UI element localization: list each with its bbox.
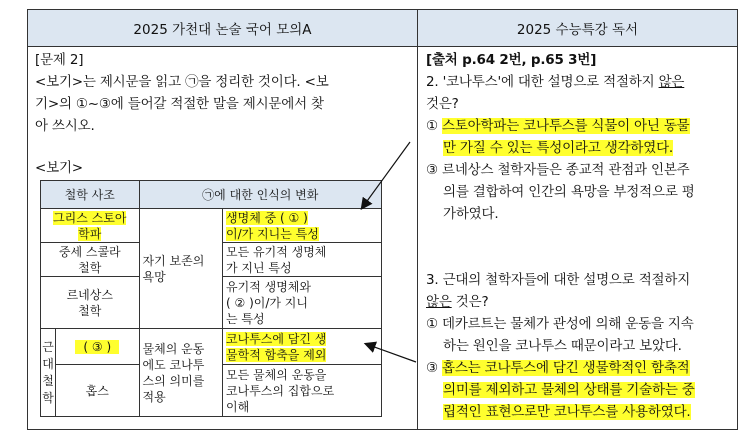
table-row-stoa: 그리스 스토아 학파	[41, 209, 140, 243]
left-panel-title: 2025 가천대 논술 국어 모의A	[28, 10, 417, 47]
q2-option-1: ① 스토아학파는 코나투스를 식물이 아닌 동물	[426, 118, 690, 134]
q3-stem: 3. 근대의 철학자들에 대한 설명으로 적절하지	[426, 272, 691, 288]
table-row-hobbes: 홉스	[55, 365, 139, 417]
q3-option-1-cont: 하는 원인을 코나투스 때문이라고 보았다.	[443, 338, 682, 354]
q3-option-3-cont: 의미를 제외하고 물체의 상태를 기술하는 중	[443, 382, 695, 398]
table-header-change: ㉠에 대한 인식의 변화	[139, 181, 381, 209]
table-cell-hobbes: 모든 물체의 운동을 코나투스의 집합으로 이해	[223, 365, 382, 417]
table-middle-bottom: 물체의 운동 에도 코나투 스의 의미를 적용	[139, 329, 222, 417]
source-label: [출처 p.64 2번, p.65 3번]	[426, 52, 597, 68]
q2-option-3-cont: 의를 결합하여 인간의 욕망을 부정적으로 평	[443, 184, 695, 200]
table-cell-blank-3: 코나투스에 담긴 생 물학적 함축을 제외	[223, 329, 382, 365]
instruction-line-2: 기>의 ①~③에 들어갈 적절한 말을 제시문에서 찾	[35, 96, 324, 112]
table-cell-renaissance: 유기적 생명체와 ( ② )이/가 지니 는 특성	[223, 277, 382, 329]
q3-option-1: ① 데카르트는 물체가 관성에 의해 운동을 지속	[426, 316, 694, 332]
boki-label: <보기>	[35, 160, 83, 176]
q2-option-1-cont: 만 가질 수 있는 특성이라고 생각하였다.	[443, 140, 674, 156]
table-row-blank-3: ( ③ )	[55, 329, 139, 365]
table-middle-top: 자기 보존의 욕망	[139, 209, 222, 329]
table-cell-scholastic: 모든 유기적 생명체 가 지닌 특성	[223, 243, 382, 277]
q3-stem-2: 않은 것은?	[426, 294, 489, 310]
arrow-to-modern-row	[366, 344, 416, 362]
q2-stem: 2. '코나투스'에 대한 설명으로 적절하지 않은	[426, 74, 685, 90]
table-cell-stoa: 생명체 중 ( ① ) 이/가 지니는 특성	[223, 209, 382, 243]
table-row-renaissance: 르네상스 철학	[41, 277, 140, 329]
table-modern-label: 근 대 철 학	[41, 329, 56, 417]
table-row-scholastic: 중세 스콜라 철학	[41, 243, 140, 277]
problem-label: [문제 2]	[35, 52, 84, 68]
table-header-school: 철학 사조	[41, 181, 140, 209]
q2-option-3-cont-2: 가하였다.	[443, 206, 499, 222]
instruction-line-1: <보기>는 제시문을 읽고 ㉠을 정리한 것이다. <보	[35, 74, 329, 90]
q3-option-3: ③ 홉스는 코나투스에 담긴 생물학적인 함축적	[426, 360, 690, 376]
instruction-line-3: 아 쓰시오.	[35, 118, 95, 134]
q3-option-3-cont-2: 립적인 표현으로만 코나투스를 사용하였다.	[443, 404, 691, 420]
arrow-to-stoa-row	[362, 142, 410, 208]
q2-stem-2: 것은?	[426, 96, 459, 112]
right-panel-title: 2025 수능특강 독서	[418, 10, 737, 47]
q2-option-3: ③ 르네상스 철학자들은 종교적 관점과 인본주	[426, 162, 690, 178]
